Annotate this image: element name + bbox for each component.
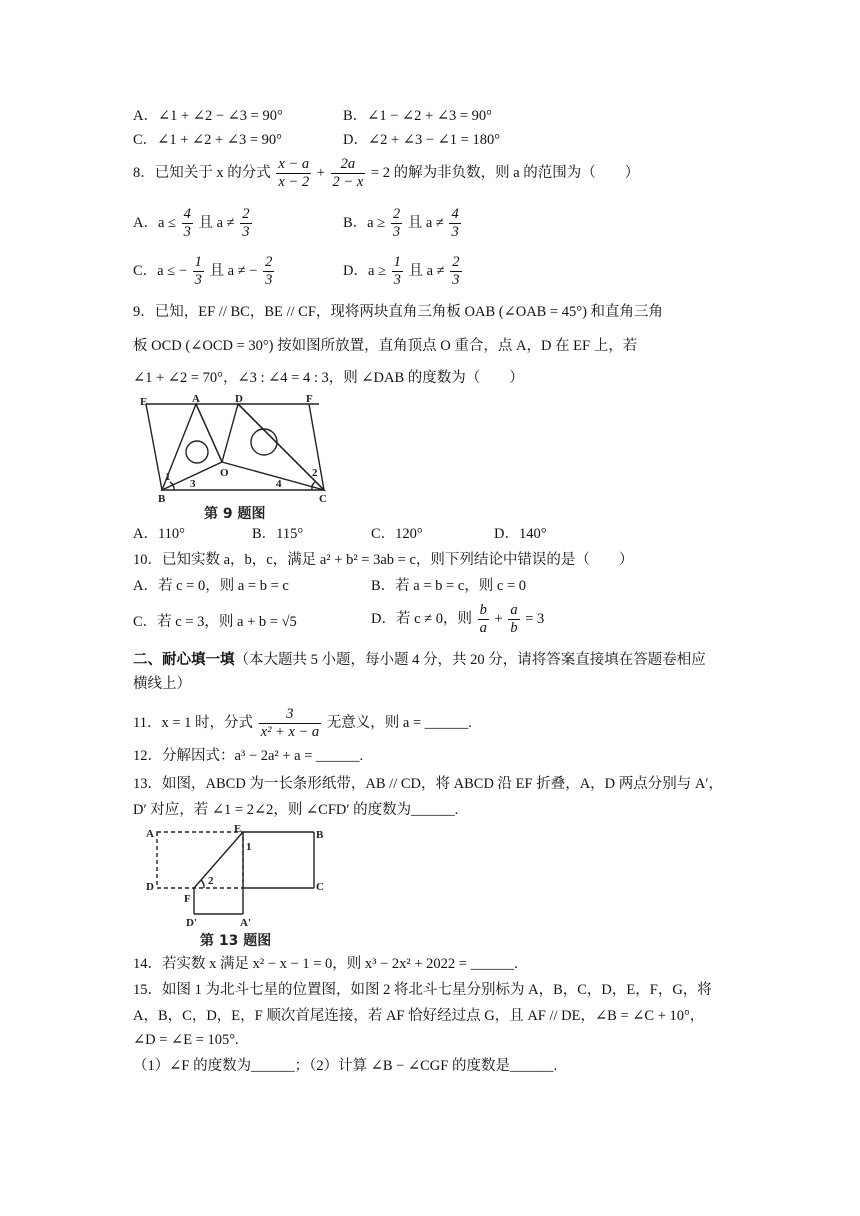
q13-label-2: 2 <box>208 875 214 887</box>
q9-label-f: F <box>306 394 313 405</box>
q13-label-1: 1 <box>246 841 252 853</box>
q15-line2: A，B，C，D，E，F 顺次首尾连接，若 AF 恰好经过点 G，且 AF // DE，∠B = ∠C + 10°， <box>133 1008 705 1024</box>
q8-option-b: B．a ≥ $\frac{2}{3}$ 且 a ≠ $\frac{4}{3}$ <box>343 206 459 240</box>
q13-caption: 第 13 题图 <box>200 933 272 949</box>
q13-line1: 13．如图，ABCD 为一长条形纸带，AB // CD，将 ABCD 沿 EF 折叠，A，D 两点分别与 A′， <box>133 776 724 792</box>
q10-option-b: B．若 a = b = c，则 c = 0 <box>371 578 527 594</box>
q10-option-a: A．若 c = 0，则 a = b = c <box>133 578 289 594</box>
q9-option-b: B．115° <box>252 526 304 542</box>
q9-option-d: D．140° <box>494 526 547 542</box>
q13-label-c: C <box>316 881 324 893</box>
q15-line3: ∠D = ∠E = 105°. <box>133 1032 239 1048</box>
q8-stem: 8．已知关于 x 的分式 $\frac{x - a}{x - 2}$ + $\frac{2a}{2 - x}$ = 2 的解为非负数，则 a 的范围为（ ） <box>133 156 640 190</box>
q11: 11．x = 1 时，分式 $\frac{3}{\text{x² + x − a}}$ 无意义，则 a = ______. <box>133 706 472 740</box>
q9-label-e: E <box>140 396 148 408</box>
q10-option-d: D．若 c ≠ 0，则 $\frac{b}{a}$ + $\frac{a}{b}$ = 3 <box>371 602 545 636</box>
q15-line1: 15．如图 1 为北斗七星的位置图，如图 2 将北斗七星分别标为 A，B，C，D，E，F，G，将 <box>133 982 712 998</box>
q7-option-d: D．∠2 + ∠3 − ∠1 = 180° <box>343 132 501 148</box>
q8-option-a: A．a ≤ $\frac{4}{3}$ 且 a ≠ $\frac{2}{3}$ <box>133 206 250 240</box>
q9-label-3: 3 <box>190 478 196 490</box>
q10-option-c: C．若 c = 3，则 a + b = √5 <box>133 614 297 630</box>
q13-label-a: A <box>146 828 154 840</box>
q9-label-2: 2 <box>312 467 318 479</box>
q13-label-f: F <box>184 893 191 905</box>
q14: 14．若实数 x 满足 x² − x − 1 = 0，则 x³ − 2x² + 2022 = ______. <box>133 956 518 972</box>
q8-option-d: D．a ≥ $\frac{1}{3}$ 且 a ≠ $\frac{2}{3}$ <box>343 254 460 288</box>
q9-caption: 第 9 题图 <box>204 506 266 522</box>
q9-option-c: C．120° <box>371 526 423 542</box>
q9-label-d: D <box>235 394 243 405</box>
section2-heading: 二、耐心填一填（本大题共 5 小题，每小题 4 分，共 20 分，请将答案直接填在答题卷相应 <box>133 652 706 668</box>
q12: 12．分解因式：a³ − 2a² + a = ______. <box>133 748 364 764</box>
q9-label-o: O <box>220 467 229 479</box>
q15-line4: （1）∠F 的度数为______；（2）计算 ∠B − ∠CGF 的度数是______. <box>133 1058 558 1074</box>
q9-option-a: A．110° <box>133 526 185 542</box>
q7-option-b: B．∠1 − ∠2 + ∠3 = 90° <box>343 108 492 124</box>
q13-label-b: B <box>316 829 324 841</box>
q9-label-4: 4 <box>276 478 282 490</box>
q7-option-c: C．∠1 + ∠2 + ∠3 = 90° <box>133 132 282 148</box>
section2-desc-cont: 横线上） <box>133 676 191 692</box>
q9-line1: 9．已知，EF // BC，BE // CF，现将两块直角三角板 OAB (∠OAB = 45°) 和直角三角 <box>133 304 664 320</box>
q13-label-aprime: A' <box>240 917 251 929</box>
q8-option-c: C．a ≤ − $\frac{1}{3}$ 且 a ≠ − $\frac{2}{3}$ <box>133 254 273 288</box>
q13-figure <box>134 822 344 950</box>
q13-line2: D′ 对应，若 ∠1 = 2∠2，则 ∠CFD′ 的度数为______. <box>133 802 459 818</box>
q10-stem: 10．已知实数 a，b，c，满足 a² + b² = 3ab = c，则下列结论中错误的是（ ） <box>133 552 634 568</box>
q9-label-c: C <box>319 493 327 505</box>
q9-label-a: A <box>192 394 200 405</box>
q9-label-b: B <box>158 493 166 505</box>
q9-line2: 板 OCD (∠OCD = 30°) 按如图所放置，直角顶点 O 重合，点 A，D 在 EF 上，若 <box>133 338 638 354</box>
q13-label-e: E <box>234 823 242 835</box>
q9-line3: ∠1 + ∠2 = 70°，∠3 : ∠4 = 4 : 3，则 ∠DAB 的度数为（ ） <box>133 370 524 386</box>
q13-label-d: D <box>146 881 154 893</box>
q9-figure <box>134 394 344 524</box>
q7-option-a: A．∠1 + ∠2 − ∠3 = 90° <box>133 108 283 124</box>
q9-label-1: 1 <box>165 471 171 483</box>
q13-label-dprime: D' <box>186 917 197 929</box>
